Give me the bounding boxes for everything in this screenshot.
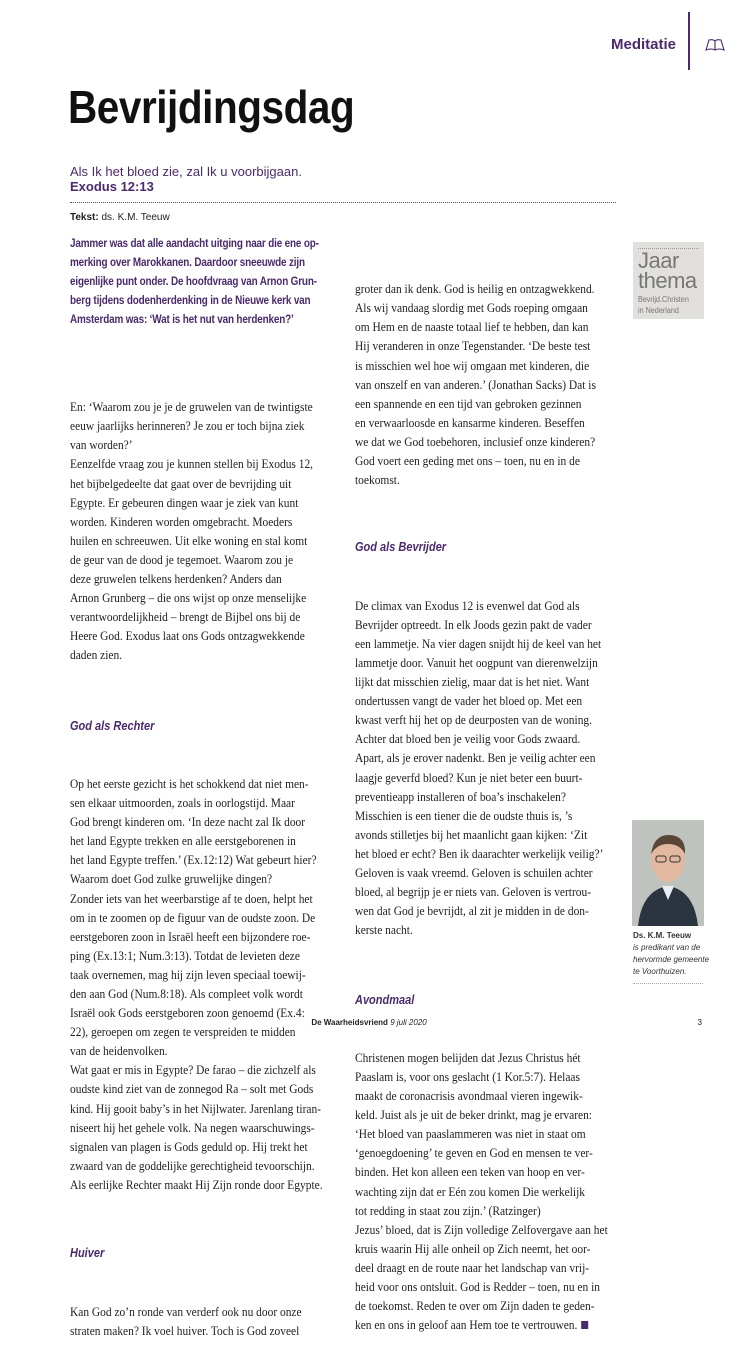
header-divider	[688, 12, 690, 70]
column-1	[70, 359, 323, 1359]
author-caption	[633, 930, 723, 978]
page-title: Bevrijdingsdag	[68, 81, 355, 133]
subheading: God als Bevrijder	[355, 540, 447, 555]
jaarthema-line2: thema	[638, 268, 697, 293]
author-bio: is predikant van de	[633, 943, 701, 952]
end-mark-icon	[581, 1321, 588, 1329]
scripture-reference: Exodus 12:13	[70, 179, 154, 194]
author-photo	[632, 820, 704, 926]
paragraph: groter dan ik denk. God is heilig en ontzagwekkend. Als wij vandaag slordig met Gods roeping omgaan om Hem en de naaste totaal lief te hebben, dan kan Hij veranderen in onze Tegenstander. ‘De beste test is misschien wel hoe wij omgaan met kinderen, die van onszelf en van anderen.’ (Jonathan Sacks) Dat is een spannende en een tijd van gebroken gezinnen en verwaarloosde en kansarme kinderen. Beseffen we dat we God toebehoren, inclusief onze kinderen? God voert een geding met ons – toen, nu en in de toekomst.	[355, 281, 596, 488]
subheading: Avondmaal	[355, 992, 415, 1007]
paragraph-text: Christenen mogen belijden dat Jezus Christus hét Paaslam is, voor ons geslacht (1 Kor.5:7). Helaas maakt de coronacrisis avondmaal vieren ingewik- keld. Juist als je uit de beker drinkt, mag je ervaren: ‘Het bloed van paaslammeren was niet in staat om ‘genoegdoening’ te geven en God en mensen te ver- binden. Het kon alleen een teken van hoop en ver- wachting zijn dat er Eén zou komen Die werkelijk tot redding in staat zou zijn.’ (Ratzinger) Jezus’ bloed, dat is Zijn volledige Zelfovergave aan het kruis waarin Hij alle onheil op Zich neemt, het oor- deel draagt en de route naar het landschap van vrij- heid voor ons ontsluit. God is Redder – toen, nu en in de toekomst. Reden te over om Zijn daden te geden- ken en ons in geloof aan Hem toe te vertrouwen.	[355, 1049, 608, 1333]
column-2	[355, 241, 608, 1353]
byline-author: ds. K.M. Teeuw	[101, 212, 170, 223]
subheading: God als Rechter	[70, 718, 155, 733]
byline-label: Tekst:	[70, 212, 99, 223]
author-bio: hervormde gemeente	[633, 955, 710, 964]
issue-date: 9 juli 2020	[390, 1018, 427, 1027]
paragraph: En: ‘Waarom zou je je de gruwelen van de twintigste eeuw jaarlijks herinneren? Je zou er toch bijna ziek van worden?’ Eenzelfde vraag zou je kunnen stellen bij Exodus 12, het bijbelgedeelte dat gaat over de bevrijding uit Egypte. Er gebeuren dingen waar je ziek van kunt worden. Kinderen worden omgebracht. Moeders huilen en schreeuwen. Uit elke woning en stal komt de geur van de dood je tegemoet. Waarom zou je deze gruwelen telkens herdenken? Anders dan Arnon Grunberg – die ons wijst op onze menselijke verantwoordelijkheid – brengt de Bijbel ons bij de Heere God. Exodus laat ons Gods ontzagwekkende daden zien.	[70, 399, 314, 663]
magazine-name: De Waarheidsvriend	[311, 1018, 388, 1027]
author-name: Ds. K.M. Teeuw	[633, 931, 692, 940]
footer	[0, 1018, 738, 1027]
scripture-quote: Als Ik het bloed zie, zal Ik u voorbijgaan.	[70, 164, 302, 179]
jaarthema-line1: Jaar	[638, 248, 679, 273]
lead-paragraph: Jammer was dat alle aandacht uitging naar die ene op- merking over Marokkanen. Daardoor sneeuwde zijn eigenlijke punt onder. De hoofdvraag van Arnon Grun- berg tijdens dodenherdenking in de Nieuwe kerk van Amsterdam was: ‘Wat is het nut van herdenken?’	[70, 236, 319, 327]
dotted-divider	[70, 202, 616, 203]
subheading: Huiver	[70, 1246, 105, 1261]
author-bio: te Voorthuizen.	[633, 967, 687, 976]
open-book-icon	[705, 38, 725, 52]
jaarthema-box	[633, 242, 704, 319]
paragraph: De climax van Exodus 12 is evenwel dat God als Bevrijder optreedt. In elk Joods gezin pakt de vader een lammetje. Na vier dagen snijdt hij de keel van het lammetje door. Vanuit het oogpunt van dierenwelzijn lijkt dat misschien zielig, maar dat is het niet. Want ondertussen vangt de vader het bloed op. Met een kwast verft hij het op de deurposten van de woning. Achter dat bloed ben je veilig voor Gods zwaard. Apart, als je erover nadenkt. Ben je veilig achter een laagje geverfd bloed? Kun je niet beter een buurt- preventieapp installeren of boa’s inschakelen? Misschien is een tiener die de oudste thuis is, ’s avonds stilletjes bij het maanlicht gaan kijken: ‘Zit het bloed er echt? Ben ik daarachter werkelijk veilig?’ Geloven is vaak vreemd. Geloven is schuilen achter bloed, al begrijp je er niets van. Geloven is vertrou- wen dat God je bevrijdt, al zit je midden in de don- kerste nacht.	[355, 597, 604, 938]
paragraph	[355, 1048, 608, 1334]
jaarthema-subtitle: Bevrijd.Christen in Nederland	[638, 295, 689, 315]
dotted-divider	[633, 983, 703, 984]
byline	[70, 212, 170, 223]
page-number: 3	[697, 1018, 702, 1027]
section-label: Meditatie	[610, 36, 676, 53]
paragraph: Op het eerste gezicht is het schokkend dat niet men- sen elkaar uitmoorden, zoals in oorlogstijd. Maar God brengt kinderen om. ‘In deze nacht zal Ik door het land Egypte trekken en alle eerstgeborenen in het land Egypte treffen.’ (Ex.12:12) Wat gebeurt hier? Waarom doet God zulke gruwelijke dingen? Zonder iets van het weerbarstige af te doen, helpt het om in te zoomen op de figuur van de oudste zoon. De eerstgeboren zoon in Israël heeft een bijzondere roe- ping (Ex.13:1; Num.3:13). Totdat de levieten deze taak overnemen, mag hij zijn leven speciaal toewij- den aan God (Num.8:18). Als compleet volk wordt Israël ook Gods eerstgeboren zoon genoemd (Ex.4: 22), geroepen om zegen te verspreiden te midden van de heidenvolken. Wat gaat er mis in Egypte? De farao – die zichzelf als oudste kind ziet van de zonnegod Ra – solt met Gods kind. Hij gooit baby’s in het Nijlwater. Jarenlang tiran- niseert hij het gehele volk. Na negen waarschuwings- signalen van plagen is Gods geduld op. Hij trekt het zwaard van de goddelijke gerechtigheid tevoorschijn. Als eerlijke Rechter maakt Hij Zijn ronde door Egypte.	[70, 775, 323, 1192]
paragraph: Kan God zo’n ronde van verderf ook nu door onze straten maken? Ik voel huiver. Toch is God zoveel	[70, 1303, 302, 1338]
